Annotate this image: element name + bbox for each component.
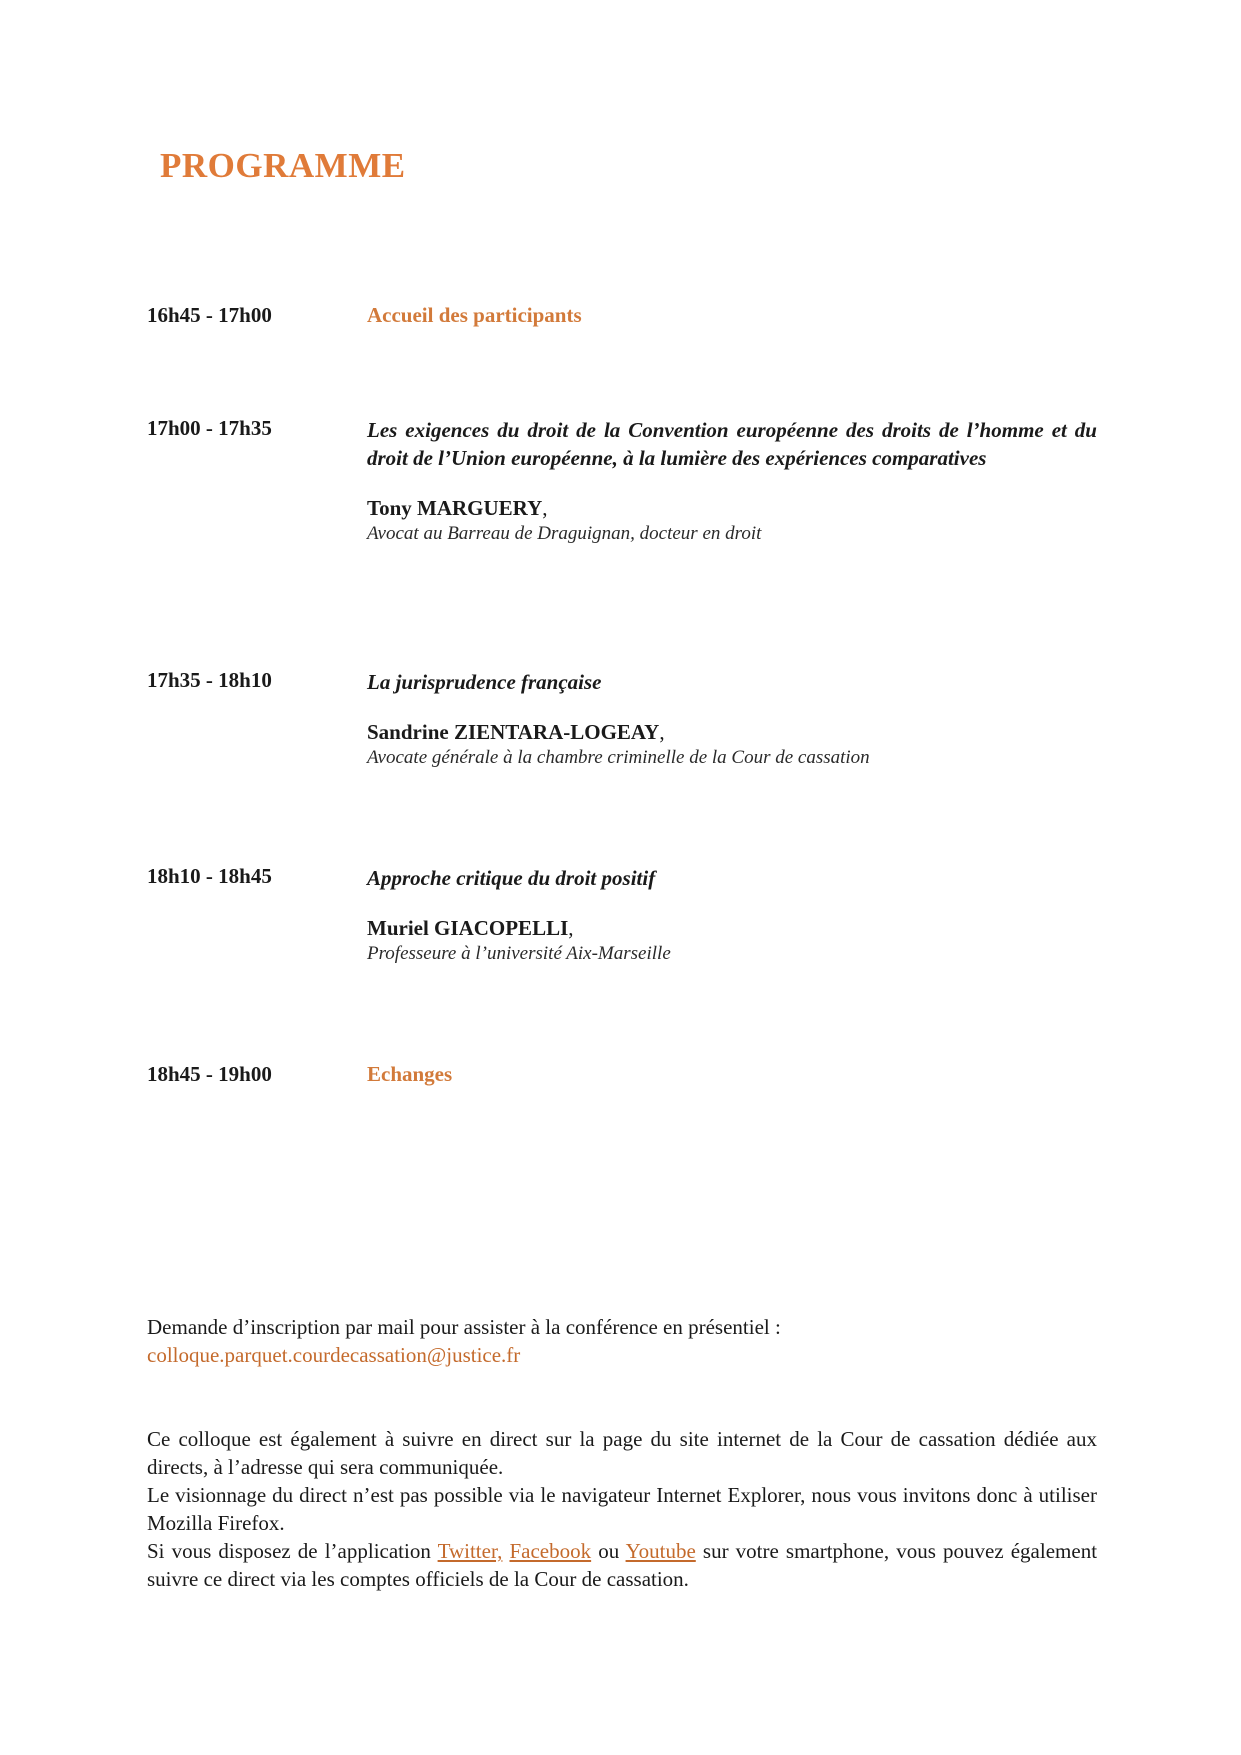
row-content <box>367 1062 1097 1087</box>
speaker-separator: , <box>568 916 574 940</box>
speaker-name <box>367 720 1097 745</box>
speaker-name-text: Tony MARGUERY <box>367 496 543 520</box>
speaker-role: Avocat au Barreau de Draguignan, docteur en droit <box>367 523 762 544</box>
registration-email-line <box>147 1341 1097 1369</box>
time-slot: 16h45 - 17h00 <box>147 303 272 327</box>
time-slot: 18h45 - 19h00 <box>147 1062 272 1086</box>
row-content <box>367 668 1097 769</box>
live-paragraph-3-prefix: Si vous disposez de l’application <box>147 1539 431 1563</box>
registration-email-link[interactable]: colloque.parquet.courdecassation@justice.fr <box>147 1343 521 1367</box>
exchanges-label: Echanges <box>367 1062 453 1086</box>
registration-block <box>147 1313 1097 1369</box>
registration-text: Demande d’inscription par mail pour assister à la conférence en présentiel : <box>147 1315 781 1339</box>
live-paragraph-3-suffix: sur votre smartphone, vous pouvez également suivre ce direct via les comptes officiels de la Cour de cassation. <box>147 1539 1098 1591</box>
talk-title: Les exigences du droit de la Convention européenne des droits de l’homme et du droit de l’Union européenne, à la lumière des expériences comparatives <box>367 418 1097 470</box>
row-content <box>367 864 1097 965</box>
speaker-name-text: Muriel GIACOPELLI <box>367 916 569 940</box>
row-content <box>367 416 1097 545</box>
row-content <box>367 303 1097 328</box>
speaker-role: Avocate générale à la chambre criminelle de la Cour de cassation <box>367 747 870 768</box>
speaker-name <box>367 496 1097 521</box>
welcome-label: Accueil des participants <box>367 303 582 327</box>
speaker-name-text: Sandrine ZIENTARA-LOGEAY <box>367 720 660 744</box>
talk-title: La jurisprudence française <box>367 670 602 694</box>
time-slot: 17h00 - 17h35 <box>147 416 272 440</box>
page-title: PROGRAMME <box>160 146 406 185</box>
live-paragraph-2: Le visionnage du direct n’est pas possible via le navigateur Internet Explorer, nous vous invitons donc à utiliser Mozilla Firefox. <box>147 1483 1097 1535</box>
youtube-link[interactable]: Youtube <box>625 1539 696 1563</box>
speaker-separator: , <box>659 720 665 744</box>
live-paragraph-1: Ce colloque est également à suivre en direct sur la page du site internet de la Cour de cassation dédiée aux directs, à l’adresse qui sera communiquée. <box>147 1427 1097 1479</box>
live-info-block <box>147 1425 1097 1593</box>
talk-title: Approche critique du droit positif <box>367 866 656 890</box>
speaker-role: Professeure à l’université Aix-Marseille <box>367 943 671 964</box>
time-slot: 18h10 - 18h45 <box>147 864 272 888</box>
speaker-name <box>367 916 1097 941</box>
facebook-link[interactable]: Facebook <box>509 1539 592 1563</box>
speaker-separator: , <box>542 496 548 520</box>
or-word: ou <box>598 1539 620 1563</box>
live-paragraph-3 <box>147 1537 1097 1593</box>
time-slot: 17h35 - 18h10 <box>147 668 272 692</box>
twitter-link[interactable]: Twitter, <box>437 1539 503 1563</box>
